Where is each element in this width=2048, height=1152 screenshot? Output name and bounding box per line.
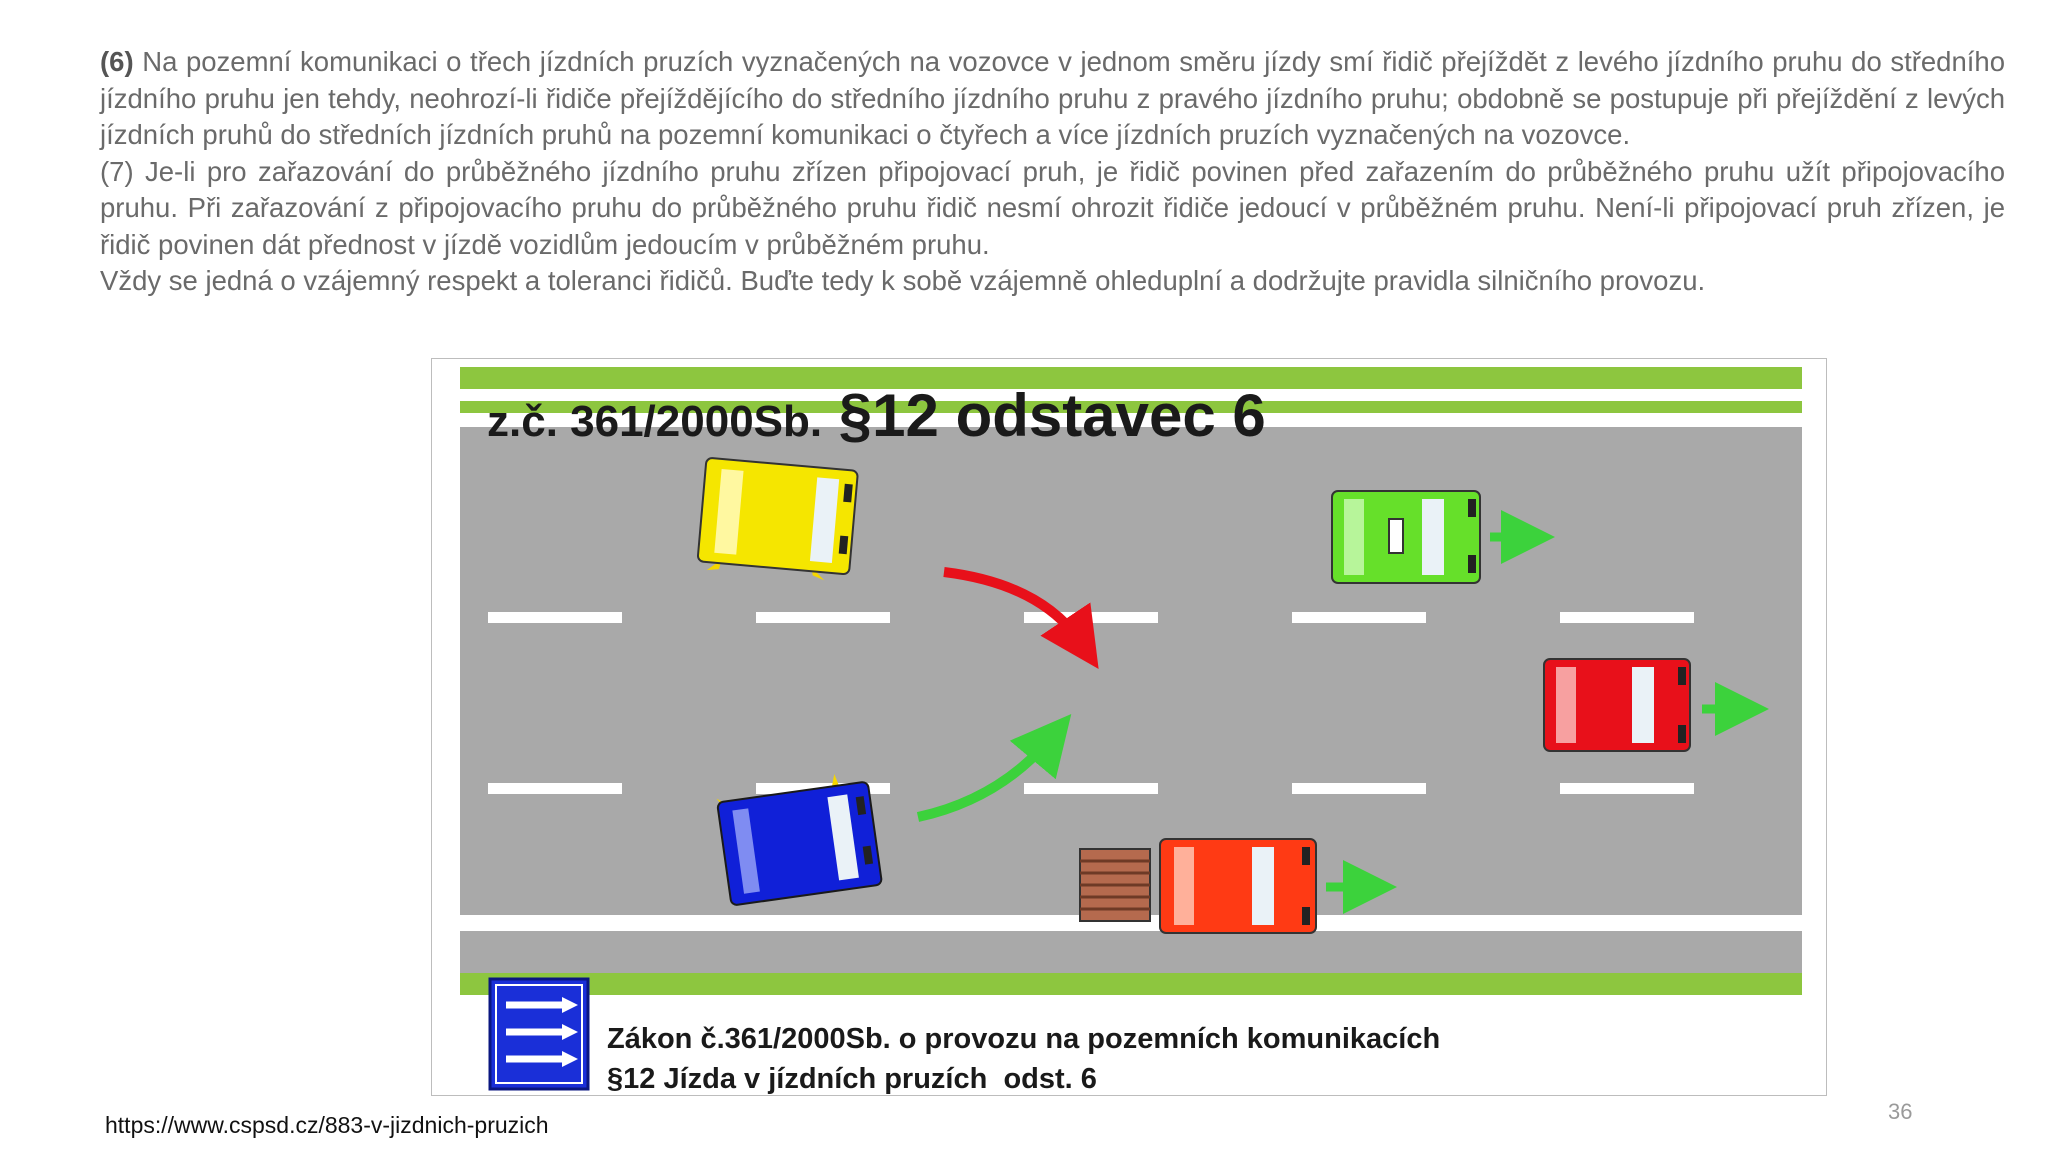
lane-diagram-figure: [431, 358, 1827, 1096]
legal-text: [100, 44, 2005, 300]
paragraph-7: (7) Je-li pro zařazování do průběžného jízdního pruhu zřízen připojovací pruh, je řidič povinen před zařazením do průběžného pruhu užít připojovacího pruhu. Při zařazování z připojovacího pruhu do průběžného pruhu řidič nesmí ohrozit řidiče jedoucí v průběžném pruhu. Není-li připojovací pruh zřízen, je řidič povinen dát přednost v jízdě vozidlům jedoucím v průběžném pruhu.: [100, 155, 2005, 260]
red-car: [1544, 659, 1690, 751]
paragraph-6-number: (6): [100, 46, 134, 77]
orange-car-with-trailer: [1080, 839, 1316, 933]
source-link[interactable]: https://www.cspsd.cz/883-v-jizdnich-pruzich: [105, 1112, 549, 1138]
paragraph-6: [100, 44, 2005, 154]
caption-line-1: Zákon č.361/2000Sb. o provozu na pozemních komunikacích: [607, 1023, 1441, 1055]
yellow-car: [697, 458, 858, 583]
green-car: [1332, 491, 1480, 583]
page-number: 36: [1888, 1099, 1913, 1124]
figure-caption: [607, 1019, 1440, 1099]
closing-paragraph: Vždy se jedná o vzájemný respekt a toleranci řidičů. Buďte tedy k sobě vzájemně ohleduplní a dodržujte pravidla silničního provozu.: [100, 265, 1706, 296]
figure-title-section: §12 odstavec 6: [838, 382, 1266, 449]
paragraph-6-text: Na pozemní komunikaci o třech jízdních pruzích vyznačených na vozovce v jednom směru jízdy smí řidič přejíždět z levého jízdního pruhu do středního jízdního pruhu jen tehdy, neohrozí-li řidiče přejíždějícího do středního jízdního pruhu z pravého jízdního pruhu; obdobně se postupuje při přejíždění z levých jízdních pruhů do středních jízdních pruhů na pozemní komunikaci o čtyřech a více jízdních pruzích vyznačených na vozovce.: [100, 46, 2005, 150]
lane-sign-icon: [490, 979, 588, 1089]
grass-strip-bottom: [460, 973, 1802, 995]
caption-line-2: §12 Jízda v jízdních pruzích odst. 6: [607, 1063, 1097, 1095]
figure-title: [487, 381, 1266, 450]
road-diagram: [432, 359, 1828, 1097]
figure-title-law: z.č. 361/2000Sb.: [487, 397, 823, 446]
